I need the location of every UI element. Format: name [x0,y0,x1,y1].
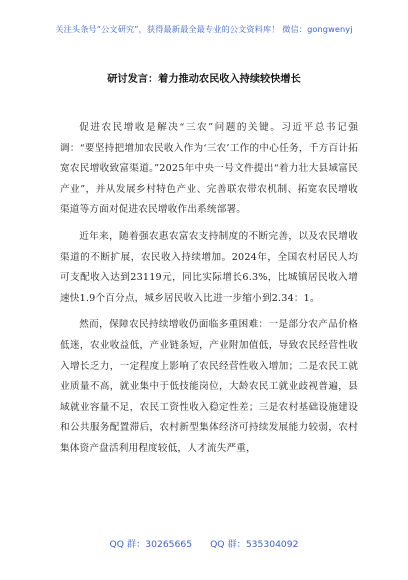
paragraph-challenges: 然而，保障农民持续增收仍面临多重困难：一是部分农产品价格低迷，农业收益低，产业链条短，产业附加值低，导致农民经营性收入增长乏力，一定程度上影响了农民经营性收入增加；二是农民工就业质量不高，就业集中于低技能岗位，大龄农民工就业歧视普遍，县域就业容量不足，农民工资性收入稳定性差；三是农村基础设施建设和公共服务配置滞后，农村新型集体经济可持续发展能力较弱，农村集体资产盘活利用程度较低，人才流失严重， [60,319,358,454]
footer-qq-group-1: QQ 群：30265665 [109,539,193,550]
paragraph-progress: 近年来，随着强农惠农富农支持制度的不断完善，以及农民增收渠道的不断扩展，农民收入持续增加。2024年，全国农村居民人均可支配收入达到23119元，同比实际增长6.3%，比城镇居民收入增速快1.9个百分点，城乡居民收入比进一步缩小到2.34：1。 [60,230,358,304]
promo-banner: 关注头条号“公文研究”，获得最新最全最专业的公文资料库！ 微信：gongwenyj [55,24,353,34]
document-title: 研讨发言：着力推动农民收入持续较快增长 [107,74,301,85]
footer-contact [0,536,408,550]
footer-qq-group-2: QQ 群：535304092 [210,539,299,550]
paragraph-intro: 促进农民增收是解决“三农”问题的关键。习近平总书记强调：“要坚持把增加农民收入作为‘三农’工作的中心任务，千方百计拓宽农民增收致富渠道。”2025年中央一号文件提出“着力壮大县域富民产业”，并从发展乡村特色产业、完善联农带农机制、拓宽农民增收渠道等方面对促进农民增收作出系统部署。 [60,122,358,216]
document-body [60,118,358,466]
